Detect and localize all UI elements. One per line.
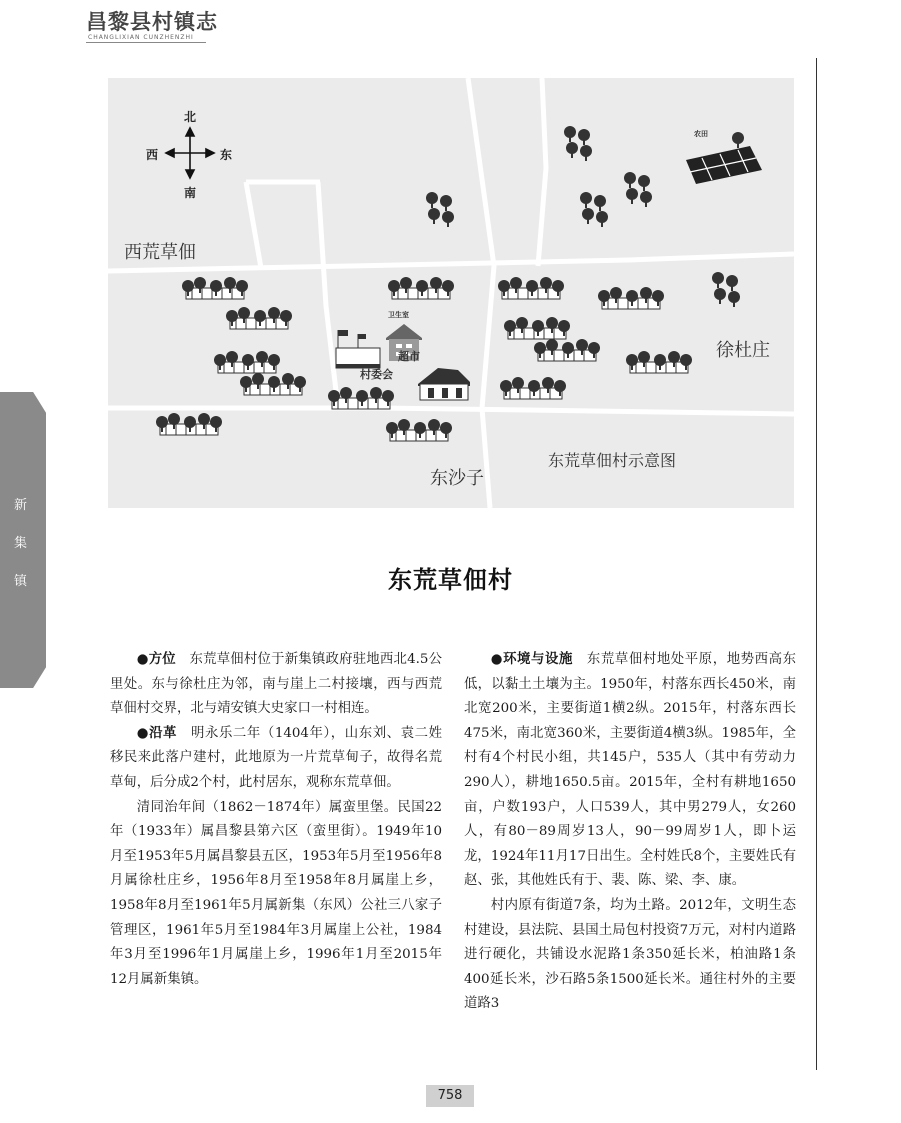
book-subtitle: CHANGLIXIAN CUNZHENZHI: [88, 34, 194, 41]
header-rule: [86, 42, 206, 43]
map-label-dongshazi: 东沙子: [430, 468, 484, 489]
text-column-right: [464, 648, 796, 1017]
map-drawing: [108, 78, 794, 508]
compass-west: 西: [146, 148, 159, 162]
text-column-left: [110, 648, 442, 992]
paragraph-location: [110, 648, 442, 722]
map-label-xihuangcaodian: 西荒草佃: [124, 242, 196, 263]
compass-east: 东: [220, 148, 233, 162]
page-number: 758: [426, 1085, 474, 1107]
map-label-clinic: 卫生室: [388, 310, 409, 319]
location-body: 东荒草佃村位于新集镇政府驻地西北4.5公里处。东与徐杜庄为邻，南与崖上二村接壤，西与西荒草佃村交界，北与靖安镇大史家口一村相连。: [110, 652, 443, 717]
side-tab-char-3: 镇: [14, 574, 28, 589]
paragraph-administration: 清同治年间（1862－1874年）属蛮里堡。民国22年（1933年）属昌黎县第六区（蛮里街）。1949年10月至1953年5月属昌黎县五区，1953年5月至1956年8月属徐杜庄乡，1956年8月至1958年8月属崖上乡，1958年8月至1961年5月属新集（东风）公社三八家子管理区，1961年5月至1984年3月属崖上公社，1984年3月至1996年1月属崖上乡，1996年1月至2015年12月属新集镇。: [110, 799, 442, 987]
side-tab-char-2: 集: [14, 536, 28, 551]
village-map: [108, 78, 794, 508]
map-label-xuduzhuang: 徐杜庄: [716, 340, 770, 361]
paragraph-roads: 村内原有街道7条，均为土路。2012年，文明生态村建设，县法院、县国土局包村投资7万元，对村内道路进行硬化，共铺设水泥路1条350延长米，柏油路1条400延长米，沙石路5条1500延长米。通往村外的主要道路3: [464, 897, 796, 1012]
field-icon: [686, 132, 762, 184]
map-caption: 东荒草佃村示意图: [548, 451, 677, 470]
supermarket-icon: [418, 368, 470, 400]
heading-environment: ●环境与设施: [490, 652, 573, 667]
compass-rose: [166, 128, 214, 178]
map-label-committee: 村委会: [360, 368, 393, 381]
heading-history: ●沿革: [136, 725, 178, 741]
history-body: 明永乐二年（1404年），山东刘、袁二姓移民来此落户建村，此地原为一片荒草甸子，故得名荒草甸，后分成2个村，此村居东，观称东荒草佃。: [110, 725, 442, 790]
paragraph-history: [110, 722, 442, 796]
environment-body: 东荒草佃村地处平原，地势西高东低，以黏土土壤为主。1950年，村落东西长450米，南北宽200米，主要街道1横2纵。2015年，村落东西长475米，南北宽360米，主要街道4横3纵。1985年，全村有4个村民小组，共145户，535人（其中有劳动力290人），耕地1650.5亩。2015年，全村有耕地1650亩，户数193户，人口539人，其中男279人，女260人，有80－89周岁13人，90－99周岁1人，即卜运龙，1924年11月17日出生。全村姓氏8个，主要姓氏有赵、张，其他姓氏有于、裴、陈、梁、李、康。: [464, 652, 796, 889]
compass-south: 南: [184, 186, 197, 200]
paragraph-environment: [464, 648, 796, 894]
map-label-supermarket: 超市: [398, 350, 420, 363]
village-committee-icon: [336, 330, 380, 368]
compass-north: 北: [184, 110, 197, 124]
book-title: 昌黎县村镇志: [86, 10, 218, 34]
side-tab-char-1: 新: [14, 498, 28, 513]
article-title: 东荒草佃村: [388, 565, 513, 594]
heading-location: ●方位: [136, 652, 176, 667]
map-label-field: 农田: [694, 129, 708, 138]
